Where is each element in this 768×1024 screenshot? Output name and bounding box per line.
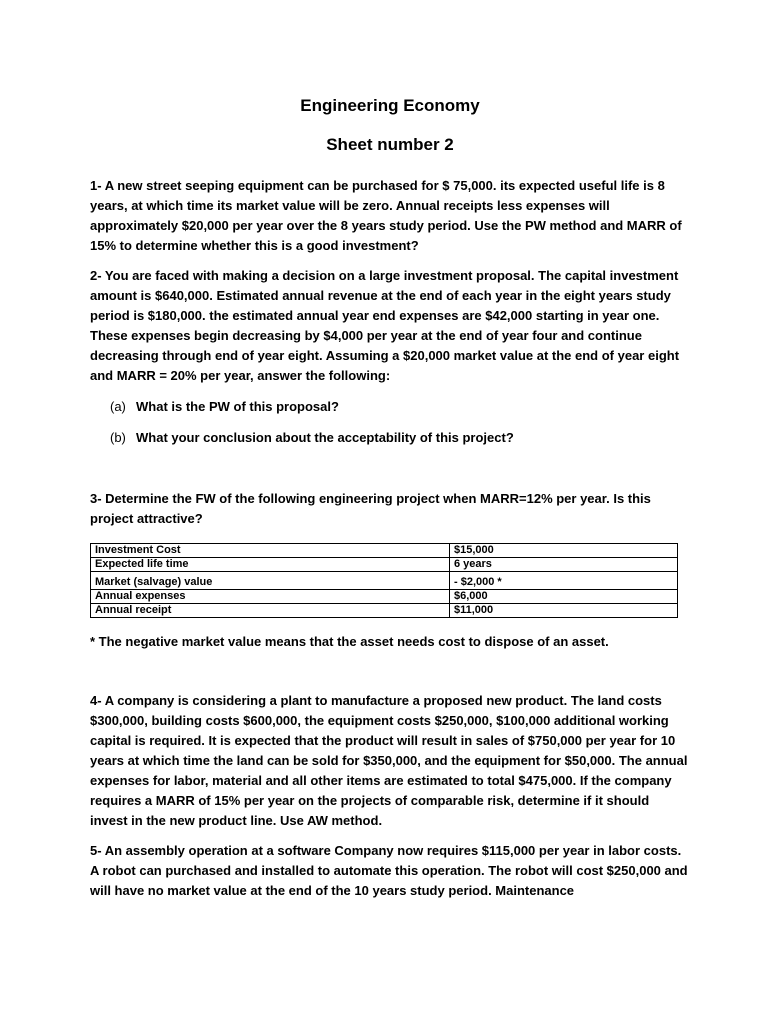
question-2-part-a: [90, 397, 690, 417]
document-page: [90, 92, 690, 901]
table-cell-label: Expected life time: [91, 558, 450, 572]
question-5: 5- An assembly operation at a software Company now requires $115,000 per year in labor costs. A robot can purchased and installed to automate this operation. The robot will cost $250,000 and will have no market value at the end of the 10 years study period. Maintenance: [90, 843, 688, 898]
table-cell-value: 6 years: [450, 558, 678, 572]
document-subtitle: Sheet number 2: [326, 135, 454, 154]
question-3: 3- Determine the FW of the following engineering project when MARR=12% per year. Is this project attractive?: [90, 491, 651, 526]
table-cell-label: Annual expenses: [91, 590, 450, 604]
document-title: Engineering Economy: [300, 96, 480, 115]
project-data-table: [90, 543, 678, 618]
table-row: [91, 558, 678, 572]
table-row: [91, 544, 678, 558]
question-4: 4- A company is considering a plant to manufacture a proposed new product. The land costs $300,000, building costs $600,000, the equipment costs $250,000, $100,000 additional working capital is required. It is expected that the product will result in sales of $750,000 per year for 10 years at which time the land can be sold for $350,000, and the equipment for $50,000. The annual expenses for labor, material and all other items are estimated to total $475,000. If the company requires a MARR of 15% per year on the projects of comparable risk, determine if it should invest in the new product line. Use AW method.: [90, 693, 688, 828]
question-1: 1- A new street seeping equipment can be purchased for $ 75,000. its expected useful life is 8 years, at which time its market value will be zero. Annual receipts less expenses will approximately $20,000 per year over the 8 years study period. Use the PW method and MARR of 15% to determine whether this is a good investment?: [90, 178, 682, 253]
table-cell-value: $6,000: [450, 590, 678, 604]
question-2: 2- You are faced with making a decision on a large investment proposal. The capital investment amount is $640,000. Estimated annual revenue at the end of each year in the eight years study period is $180,000. the estimated annual year end expenses are $42,000 starting in year one. These expenses begin decreasing by $4,000 per year at the end of year four and continue decreasing through end of year eight. Assuming a $20,000 market value at the end of year eight and MARR = 20% per year, answer the following:: [90, 268, 680, 383]
table-cell-label: Market (salvage) value: [91, 572, 450, 590]
question-2-part-b: [90, 428, 690, 448]
table-cell-value: - $2,000 *: [450, 572, 678, 590]
part-a-text: What is the PW of this proposal?: [136, 399, 339, 414]
table-row: [91, 604, 678, 618]
table-row: [91, 590, 678, 604]
part-b-text: What your conclusion about the acceptability of this project?: [136, 430, 514, 445]
table-cell-value: $15,000: [450, 544, 678, 558]
table-cell-value: $11,000: [450, 604, 678, 618]
table-cell-label: Investment Cost: [91, 544, 450, 558]
table-footnote: * The negative market value means that the asset needs cost to dispose of an asset.: [90, 634, 609, 649]
table-cell-label: Annual receipt: [91, 604, 450, 618]
part-a-marker: (a): [110, 399, 126, 414]
part-b-marker: (b): [110, 430, 126, 445]
table-row: [91, 572, 678, 590]
